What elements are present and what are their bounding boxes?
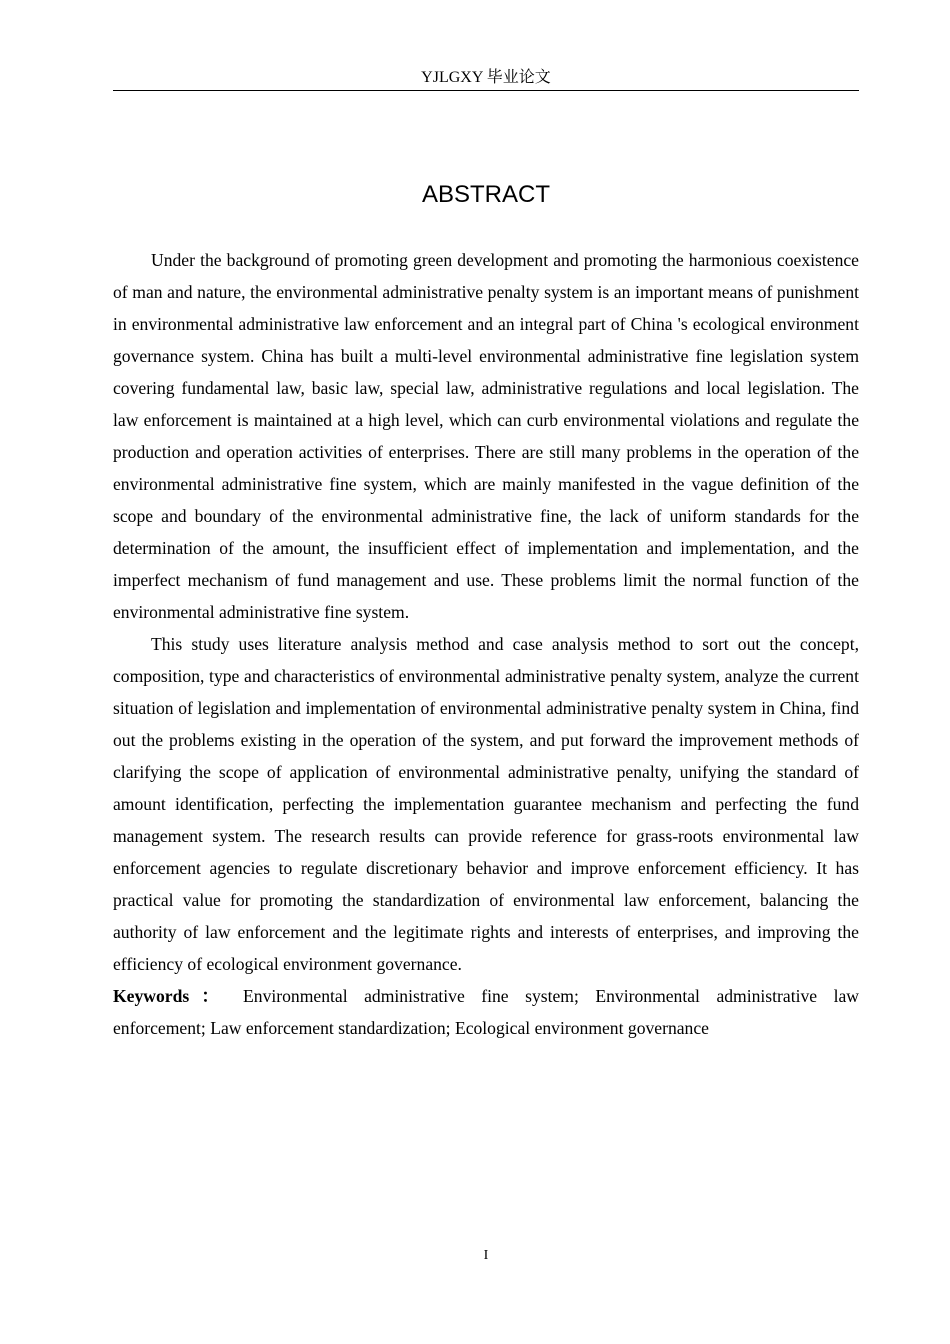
keywords-text: Environmental administrative fine system; Environmental administrative law enforcement; Law enforcement standardization; Ecological environment governance [113, 986, 859, 1038]
abstract-paragraph-2: This study uses literature analysis method and case analysis method to sort out the concept, composition, type and characteristics of environmental administrative penalty system, analyze the current situation of legislation and implementation of environmental administrative penalty system in China, find out the problems existing in the operation of the system, and put forward the improvement methods of clarifying the scope of application of environmental administrative penalty, unifying the standard of amount identification, perfecting the implementation guarantee mechanism and perfecting the fund management system. The research results can provide reference for grass-roots environmental law enforcement agencies to regulate discretionary behavior and improve enforcement efficiency. It has practical value for promoting the standardization of environmental law enforcement, balancing the authority of law enforcement and the legitimate rights and interests of enterprises, and improving the efficiency of ecological environment governance. [113, 634, 859, 974]
abstract-body [113, 244, 859, 1044]
page-header: YJLGXY 毕业论文 [421, 69, 551, 86]
keywords-label: Keywords： [113, 986, 232, 1006]
abstract-title: ABSTRACT [421, 181, 550, 208]
keywords-line [113, 980, 859, 1044]
header-rule [113, 90, 859, 91]
page-number: I [483, 1248, 489, 1263]
abstract-paragraph-1: Under the background of promoting green development and promoting the harmonious coexistence of man and nature, the environmental administrative penalty system is an important means of punishment in environmental administrative law enforcement and an integral part of China 's ecological environment governance system. China has built a multi-level environmental administrative fine legislation system covering fundamental law, basic law, special law, administrative regulations and local legislation. The law enforcement is maintained at a high level, which can curb environmental violations and regulate the production and operation activities of enterprises. There are still many problems in the operation of the environmental administrative fine system, which are mainly manifested in the vague definition of the scope and boundary of the environmental administrative fine, the lack of uniform standards for the determination of the amount, the insufficient effect of implementation and implementation, and the imperfect mechanism of fund management and use. These problems limit the normal function of the environmental administrative fine system. [113, 250, 859, 622]
